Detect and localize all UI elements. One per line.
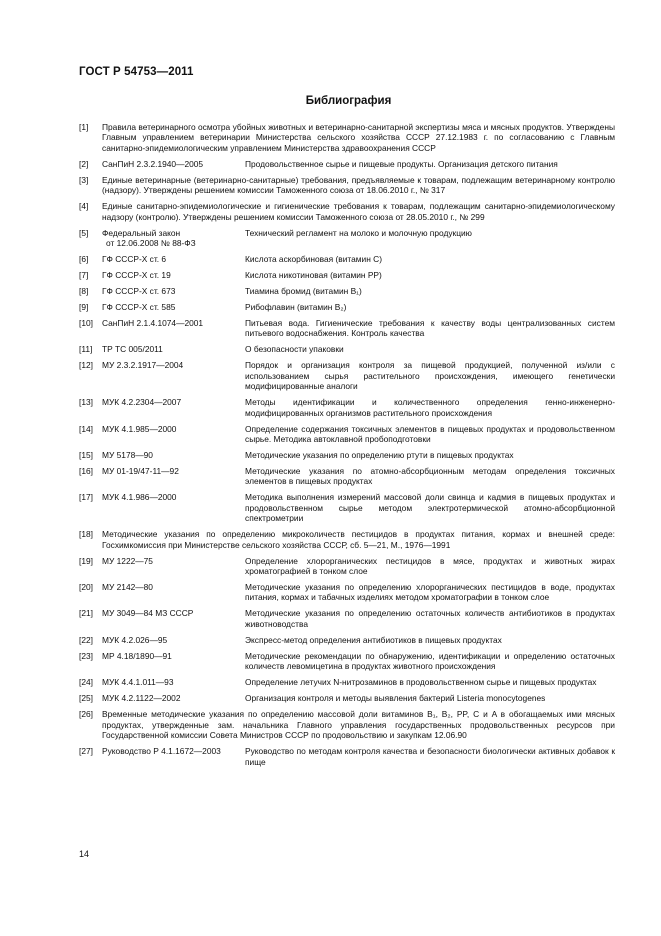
entry-description: Определение содержания токсичных элементов в пищевых продуктах и продовольственном сырье. Методика автоклавной пробоподготовки (245, 423, 615, 445)
entry-description: Технический регламент на молоко и молочную продукцию (245, 227, 472, 238)
entry-code-line: Федеральный закон (102, 227, 181, 238)
entry-code-line: ГФ СССР-Х ст. 673 (102, 286, 176, 297)
entry-number: [25] (79, 693, 93, 704)
entry-code (102, 466, 242, 476)
entry-description: Методы идентификации и количественного определения генно-инженерно-модифицированных организмов растительного происхождения (245, 397, 615, 418)
entry-description: Методические указания по определению остаточных количеств антибиотиков в продуктах животноводства (245, 608, 615, 629)
bibliography-entry (79, 466, 615, 487)
entry-number: [14] (79, 423, 93, 434)
entry-code-line: ГФ СССР-Х ст. 19 (102, 270, 171, 281)
entry-description: Питьевая вода. Гигиенические требования к качеству воды централизованных систем питьевого водоснабжения. Контроль качества (245, 318, 615, 339)
entry-code (102, 651, 242, 661)
bibliography-entry (79, 318, 615, 339)
bibliography-entry (79, 651, 615, 672)
entry-text: Временные методические указания по определению массовой доли витаминов B₁, B₂, PP, C и A в обогащаемых ими мясных продуктах, утвержденные зам. начальника Главного управления государственных продовольственных ресурсов при Государственной комиссии Совета Министров СССР по продовольствию и закупкам 12.06.90 (102, 709, 615, 741)
bibliography-entry (79, 492, 615, 523)
entry-number: [13] (79, 397, 93, 408)
entry-code (102, 450, 242, 460)
entry-code-line: ГФ СССР-Х ст. 585 (102, 302, 176, 313)
entry-description: Определение хлорорганических пестицидов в мясе, продуктах и животных жирах хроматографией в тонком слое (245, 555, 615, 577)
entry-number: [10] (79, 318, 93, 329)
entry-code (102, 746, 242, 756)
entry-code-line: СанПиН 2.3.2.1940—2005 (102, 158, 204, 169)
entry-number: [8] (79, 286, 89, 297)
bibliography-entry (79, 360, 615, 391)
bibliography-entry (79, 582, 615, 603)
standard-header: ГОСТ Р 54753—2011 (79, 66, 194, 78)
page-number: 14 (79, 849, 90, 859)
entry-number: [27] (79, 746, 93, 757)
entry-code-line: МУ 3049—84 МЗ СССР (102, 608, 194, 619)
entry-code (102, 270, 242, 280)
entry-text: Методические указания по определению микроколичеств пестицидов в продуктах питания, кормах и внешней среде: Госхимкомиссия при Министерстве сельского хозяйства СССР, сб. 5—21, М., 1976—1991 (102, 529, 615, 550)
entry-number: [23] (79, 650, 93, 661)
bibliography-entry (79, 677, 615, 687)
entry-code-line: МУ 2.3.2.1917—2004 (102, 360, 184, 371)
entry-code (102, 556, 242, 566)
entry-number: [4] (79, 201, 89, 212)
entry-number: [16] (79, 466, 93, 477)
entry-code-line: ГФ СССР-Х ст. 6 (102, 254, 167, 265)
bibliography-entry (79, 397, 615, 418)
entry-description: Кислота никотиновая (витамин РР) (245, 270, 382, 281)
entry-number: [12] (79, 360, 93, 371)
entry-number: [2] (79, 158, 89, 169)
bibliography-entry (79, 344, 615, 354)
entry-code (102, 635, 242, 645)
bibliography-entry (79, 302, 615, 312)
entry-code-line: МУ 01-19/47-11—92 (102, 466, 179, 477)
bibliography-entry (79, 201, 615, 222)
entry-code (102, 582, 242, 592)
entry-number: [18] (79, 529, 93, 540)
entry-description: Рибофлавин (витамин B₂) (245, 302, 347, 313)
entry-number: [22] (79, 634, 93, 645)
bibliography-entry (79, 175, 615, 196)
entry-number: [19] (79, 555, 93, 566)
entry-code (102, 344, 242, 354)
entry-code-line: МУК 4.1.985—2000 (102, 423, 177, 434)
bibliography-list (79, 122, 615, 773)
bibliography-entry (79, 270, 615, 280)
entry-number: [9] (79, 302, 89, 313)
entry-code (102, 159, 242, 169)
entry-description: Продовольственное сырье и пищевые продукты. Организация детского питания (245, 158, 558, 169)
bibliography-entry (79, 159, 615, 169)
entry-description: Организация контроля и методы выявления бактерий Listeria monocytogenes (245, 693, 546, 704)
bibliography-entry (79, 450, 615, 460)
entry-text: Единые санитарно-эпидемиологические и гигиенические требования к товарам, подлежащим санитарно-эпидемиологическому надзору (контролю). Утверждены решением комиссии Таможенного союза от 28.05.2010 г., № 299 (102, 201, 615, 222)
entry-code (102, 254, 242, 264)
entry-code (102, 492, 242, 502)
entry-description: Порядок и организация контроля за пищевой продукцией, полученной из/или с использованием сырья растительного происхождения, имеющего генетически модифицированные аналоги (245, 360, 615, 392)
entry-code (102, 318, 242, 328)
entry-code (102, 677, 242, 687)
entry-text: Единые ветеринарные (ветеринарно-санитарные) требования, предъявляемые к товарам, подлежащим ветеринарному контролю (надзору). Утверждены решением комиссии Таможенного союза от 18.06.2010 г., № 317 (102, 174, 615, 196)
bibliography-entry (79, 424, 615, 445)
entry-code-line: МУ 2142—80 (102, 582, 153, 593)
bibliography-entry (79, 693, 615, 703)
entry-text: Правила ветеринарного осмотра убойных животных и ветеринарно-санитарной экспертизы мяса и мясных продуктов. Утверждены Главным управлением ветеринарии Министерства сельского хозяйства СССР 27.12.1983 г. по согласованию с Главным санитарно-эпидемиологическим управлением Министерства здравоохранения СССР (102, 122, 615, 153)
entry-code-line: МУ 5178—90 (102, 450, 153, 461)
entry-code-line: МУК 4.2.026—95 (102, 634, 168, 645)
entry-number: [21] (79, 608, 93, 619)
bibliography-entry (79, 746, 615, 767)
bibliography-entry (79, 635, 615, 645)
entry-number: [24] (79, 677, 93, 688)
entry-number: [1] (79, 122, 89, 132)
entry-number: [20] (79, 582, 93, 593)
entry-number: [5] (79, 227, 89, 238)
entry-number: [7] (79, 270, 89, 281)
entry-number: [3] (79, 174, 89, 185)
entry-code-line: МУ 1222—75 (102, 555, 153, 566)
entry-code (102, 228, 242, 249)
entry-code (102, 608, 242, 618)
bibliography-entry (79, 608, 615, 629)
bibliography-entry (79, 122, 615, 153)
entry-code-line: МУК 4.2.2304—2007 (102, 397, 182, 408)
entry-code-line: МУК 4.1.986—2000 (102, 492, 177, 503)
entry-description: О безопасности упаковки (245, 344, 344, 355)
entry-description: Определение летучих N-нитрозаминов в продовольственном сырье и пищевых продуктах (245, 677, 597, 688)
page-title: Библиография (305, 95, 392, 107)
entry-description: Кислота аскорбиновая (витамин С) (245, 254, 383, 265)
entry-code-line: МУК 4.2.1122—2002 (102, 693, 181, 704)
entry-description: Методические указания по определению ртути в пищевых продуктах (245, 450, 514, 461)
entry-code (102, 286, 242, 296)
bibliography-entry (79, 286, 615, 296)
entry-description: Методика выполнения измерений массовой доли свинца и кадмия в пищевых продуктах и продовольственном сырье методом электротермической атомно-абсорбционной спектрометрии (245, 492, 615, 524)
entry-number: [17] (79, 492, 93, 503)
entry-description: Руководство по методам контроля качества и безопасности биологически активных добавок к пище (245, 746, 615, 767)
entry-description: Методические указания по атомно-абсорбционным методам определения токсичных элементов в пищевых продуктах (245, 466, 615, 487)
entry-code-line: МУК 4.4.1.011—93 (102, 677, 174, 688)
bibliography-entry (79, 254, 615, 264)
bibliography-entry (79, 709, 615, 740)
entry-number: [26] (79, 709, 93, 720)
entry-description: Тиамина бромид (витамин B₁) (245, 286, 362, 297)
entry-code-line: МР 4.18/1890—91 (102, 650, 172, 661)
bibliography-entry (79, 556, 615, 577)
entry-code-line: ТР ТС 005/2011 (102, 344, 163, 355)
entry-code (102, 397, 242, 407)
entry-description: Методические рекомендации по обнаружению, идентификации и определению остаточных количеств левомицетина в продуктах животного происхождения (245, 650, 615, 672)
entry-code-line: СанПиН 2.1.4.1074—2001 (102, 318, 204, 329)
bibliography-entry (79, 228, 615, 249)
entry-code-line: от 12.06.2008 № 88-ФЗ (106, 238, 196, 249)
entry-code (102, 693, 242, 703)
entry-code (102, 360, 242, 370)
entry-code-line: Руководство Р 4.1.1672—2003 (102, 746, 221, 757)
entry-number: [15] (79, 450, 93, 461)
entry-code (102, 302, 242, 312)
entry-description: Экспресс-метод определения антибиотиков в пищевых продуктах (245, 634, 502, 645)
entry-code (102, 424, 242, 434)
entry-number: [11] (79, 344, 93, 355)
entry-description: Методические указания по определению хлорорганических пестицидов в воде, продуктах питания, кормах и табачных изделиях методом хроматографии в тонком слое (245, 582, 615, 603)
bibliography-entry (79, 529, 615, 550)
entry-number: [6] (79, 254, 89, 265)
